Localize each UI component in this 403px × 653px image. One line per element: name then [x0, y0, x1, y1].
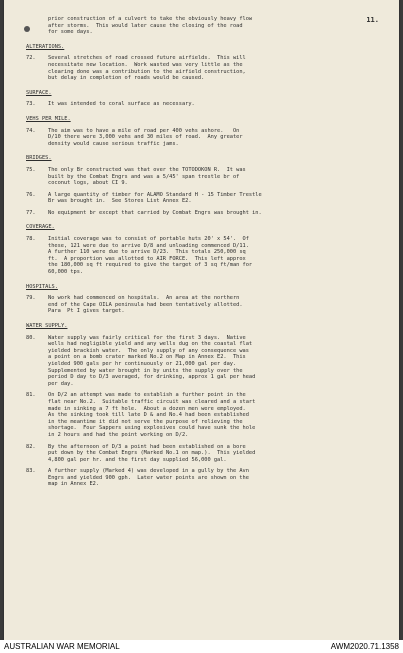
paragraph-number: 75.	[26, 166, 36, 173]
section-heading-hospitals: HOSPITALS.	[26, 283, 58, 290]
archive-footer	[0, 640, 403, 653]
paragraph-text: A large quantity of timber for ALAMO Standard H - 15 Timber Trestle Br was brought in. See Stores List Annex E2.	[48, 191, 262, 205]
paragraph-82	[26, 444, 379, 464]
section-heading-vehs-per-mile: VEHS PER MILE.	[26, 115, 71, 122]
archive-name: AUSTRALIAN WAR MEMORIAL	[4, 642, 120, 651]
paragraph-number: 81.	[26, 392, 36, 399]
section-heading-coverage: COVERAGE.	[26, 224, 55, 231]
paragraph-text: A further supply (Marked 4) was developed in a gully by the Avn Engrs and yielded 900 gph. Later water points are shown on the map in Annex E2.	[48, 468, 249, 488]
paragraph-80	[26, 335, 379, 388]
paragraph-number: 83.	[26, 468, 36, 475]
section-heading-alterations: ALTERATIONS.	[26, 43, 65, 50]
paragraph-79	[26, 295, 379, 315]
paragraph-74	[26, 128, 379, 148]
paragraph-75	[26, 167, 379, 187]
paragraph-text: No work had commenced on hospitals. An area at the northern end of the Cape OILA peninsula had been tentatively allotted. Para Pt I gives target.	[48, 295, 243, 315]
paragraph-text: The aim was to have a mile of road per 400 vehs ashore. On D/10 there were 3,000 vehs and 30 miles of road. Any greater density would cause serious traffic jams.	[48, 127, 243, 147]
paragraph-81	[26, 392, 379, 438]
page-number: 11.	[366, 16, 379, 24]
paragraph-72	[26, 55, 379, 81]
paragraph-83	[26, 468, 379, 488]
paragraph-text: Initial coverage was to consist of portable huts 20' x 54'. Of these, 121 were due to arrive D/8 and unloading commenced D/11. A further 110 were due to arrive D/23. This totals 250,000 sq ft. A proportion was allotted to AIR FORCE. This left approx the 180,000 sq ft required to give the target of 3 sq ft/man for 60,000 tps.	[48, 236, 253, 276]
intro-paragraph: prior construction of a culvert to take the obviously heavy flow after storms. This would later cause the closing of the road for some days.	[48, 16, 253, 36]
paragraph-text: It was intended to coral surface as necessary.	[48, 101, 195, 108]
paragraph-76	[26, 192, 379, 205]
accession-number: AWM2020.71.1358	[330, 642, 399, 651]
paragraph-number: 73.	[26, 101, 36, 108]
paragraph-number: 76.	[26, 191, 36, 198]
section-heading-bridges: BRIDGES.	[26, 155, 52, 162]
paragraph-number: 74.	[26, 127, 36, 134]
paragraph-number: 78.	[26, 236, 36, 243]
section-heading-water-supply: WATER SUPPLY.	[26, 323, 68, 329]
paragraph-text: On D/2 an attempt was made to establish a further point in the flat near No.2. Suitable traffic circuit was cleared and a start made in sinking a 7 ft hole. About a dozen men were employed. As the sinking took till late D & and No.4 had been established in the meantime it did not serve the purpose of relieving the shortage. Four Sappers using explosives could have sunk the hole in 2 hours and had the point working on D/2.	[48, 392, 256, 438]
paragraph-number: 79.	[26, 295, 36, 302]
paragraph-77	[26, 210, 379, 217]
paragraph-text: The only Br constructed was that over the TOTODOKON R. It was built by the Combat Engrs and was a 5/45' span trestle br of coconut logs, about CI 9.	[48, 166, 246, 187]
document-body	[26, 16, 379, 493]
paragraph-text: Several stretches of road crossed future airfields. This will necessitate new location. Work wasted was very little as the clearing done was a contribution to the airfield construction, but delay in completion of roads would be caused.	[48, 55, 246, 82]
paragraph-number: 82.	[26, 443, 36, 450]
paragraph-78	[26, 236, 379, 276]
paragraph-73	[26, 101, 379, 108]
paragraph-number: 80.	[26, 334, 36, 341]
paragraph-number: 77.	[26, 209, 36, 216]
paragraph-text: By the afternoon of D/3 a point had been established on a bore put down by the Combat Engrs (Marked No.1 on map.). This yielded 4,800 gal per hr. and the first day supplied 56,000 gal.	[48, 443, 256, 463]
paragraph-text: Water supply was fairly critical for the first 3 days. Native wells had negligible yield and any wells dug on the coastal flat yielded brackish water. The only supply of any consequence was a point on a bomb crater marked No.2 on Map in Annex E2. This yielded 900 gals per hr continuously or 21,000 gal per day. Supplemented by water brought in by units the supply over the period D day to D/3 averaged, for drinking, approx 1 gal per head per day.	[48, 334, 256, 387]
document-page	[4, 0, 399, 640]
paragraph-text: No equipment br except that carried by Combat Engrs was brought in.	[48, 209, 262, 216]
paragraph-number: 72.	[26, 55, 36, 62]
section-heading-surface: SURFACE.	[26, 89, 52, 96]
